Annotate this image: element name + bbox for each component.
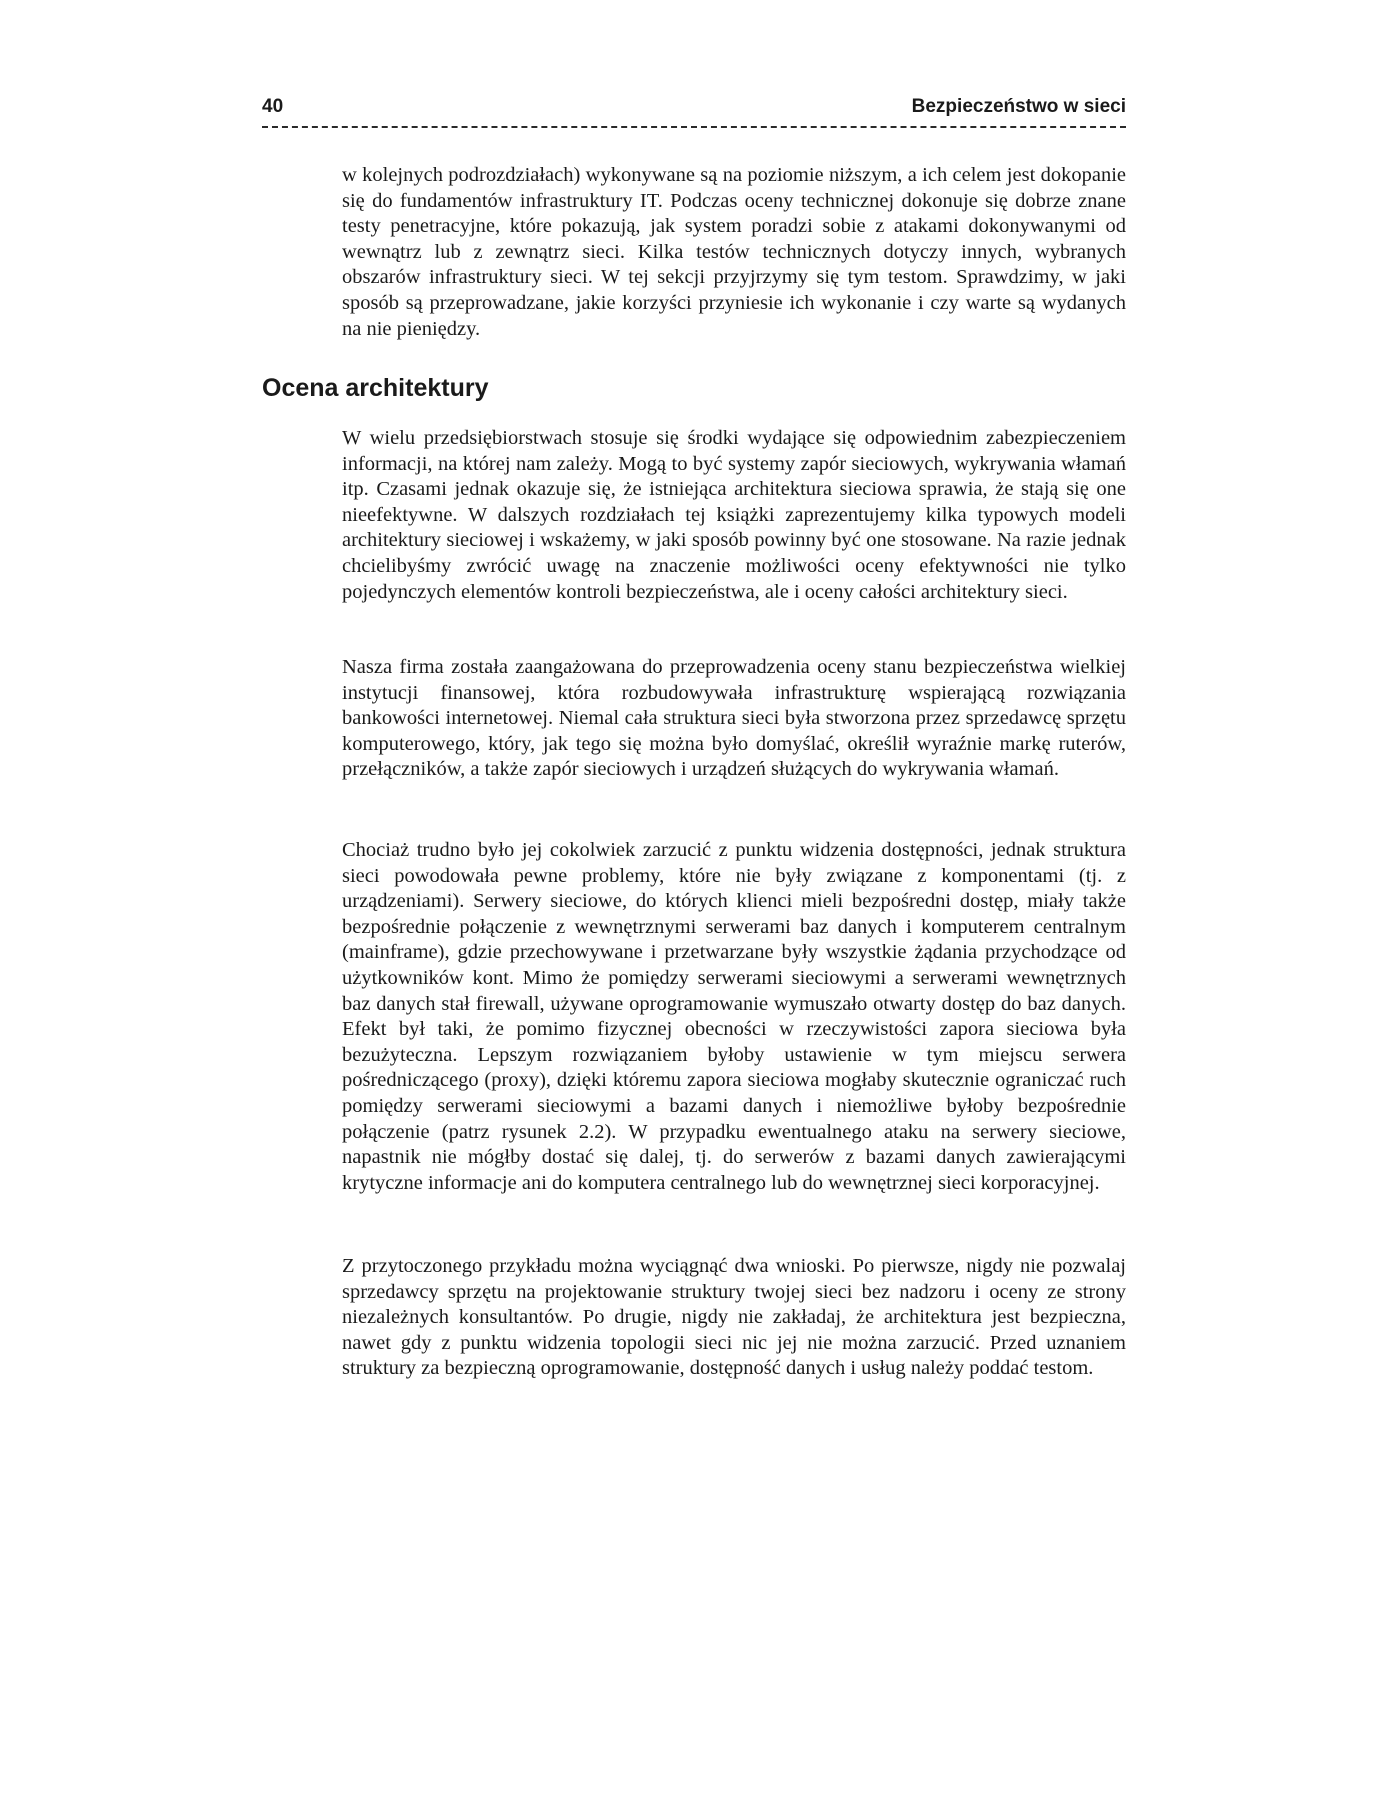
page-number: 40 — [262, 96, 284, 117]
body-paragraph-4: Z przytoczonego przykładu można wyciągnąć dwa wnioski. Po pierwsze, nigdy nie pozwalaj sprzedawcy sprzętu na projektowanie struktury twojej sieci bez nadzoru i oceny ze strony niezależnych konsultantów. Po drugie, nigdy nie zakładaj, że architektura jest bezpieczna, nawet gdy z punktu widzenia topologii sieci nic jej nie można zarzucić. Przed uznaniem struktury za bezpieczną oprogramowanie, dostępność danych i usług należy poddać testom. — [342, 1255, 1126, 1380]
page-header — [262, 96, 1126, 128]
running-title: Bezpieczeństwo w sieci — [911, 96, 1126, 117]
intro-paragraph: w kolejnych podrozdziałach) wykonywane są na poziomie niższym, a ich celem jest dokopanie się do fundamentów infrastruktury IT. Podczas oceny technicznej dokonuje się dobrze znane testy penetracyjne, które pokazują, jak system poradzi sobie z atakami dokonywanymi od wewnątrz lub z zewnątrz sieci. Kilka testów technicznych dotyczy innych, wybranych obszarów infrastruktury sieci. W tej sekcji przyjrzymy się tym testom. Sprawdzimy, w jaki sposób są przeprowadzane, jakie korzyści przyniesie ich wykonanie i czy warte są wydanych na nie pieniędzy. — [342, 164, 1126, 340]
body-paragraph-1: W wielu przedsiębiorstwach stosuje się środki wydające się odpowiednim zabezpieczeniem informacji, na której nam zależy. Mogą to być systemy zapór sieciowych, wykrywania włamań itp. Czasami jednak okazuje się, że istniejąca architektura sieciowa sprawia, że stają się one nieefektywne. W dalszych rozdziałach tej książki zaprezentujemy kilka typowych modeli architektury sieciowej i wskażemy, w jaki sposób powinny być one stosowane. Na razie jednak chcielibyśmy zwrócić uwagę na znaczenie możliwości oceny efektywności nie tylko pojedynczych elementów kontroli bezpieczeństwa, ale i oceny całości architektury sieci. — [342, 427, 1126, 603]
body-paragraph-2: Nasza firma została zaangażowana do przeprowadzenia oceny stanu bezpieczeństwa wielkiej instytucji finansowej, która rozbudowywała infrastrukturę wspierającą rozwiązania bankowości internetowej. Niemal cała struktura sieci była stworzona przez sprzedawcę sprzętu komputerowego, który, jak tego się można było domyślać, określił wyraźnie markę ruterów, przełączników, a także zapór sieciowych i urządzeń służących do wykrywania włamań. — [342, 656, 1126, 781]
body-paragraph-3: Chociaż trudno było jej cokolwiek zarzucić z punktu widzenia dostępności, jednak struktura sieci powodowała pewne problemy, które nie były związane z komponentami (tj. z urządzeniami). Serwery sieciowe, do których klienci mieli bezpośredni dostęp, miały także bezpośrednie połączenie z wewnętrznymi serwerami baz danych i komputerem centralnym (mainframe), gdzie przechowywane i przetwarzane były wszystkie żądania przychodzące od użytkowników kont. Mimo że pomiędzy serwerami sieciowymi a serwerami wewnętrznych baz danych stał firewall, używane oprogramowanie wymuszało otwarty dostęp do baz danych. Efekt był taki, że pomimo fizycznej obecności w rzeczywistości zapora sieciowa była bezużyteczna. Lepszym rozwiązaniem byłoby ustawienie w tym miejscu serwera pośredniczącego (proxy), dzięki któremu zapora sieciowa mogłaby skutecznie ograniczać ruch pomiędzy serwerami sieciowymi a bazami danych i niemożliwe byłoby bezpośrednie połączenie (patrz rysunek 2.2). W przypadku ewentualnego ataku na serwery sieciowe, napastnik nie mógłby dostać się dalej, tj. do serwerów z bazami danych zawierającymi krytyczne informacje ani do komputera centralnego lub do wewnętrznej sieci korporacyjnej. — [342, 839, 1126, 1194]
section-heading: Ocena architektury — [262, 374, 489, 402]
